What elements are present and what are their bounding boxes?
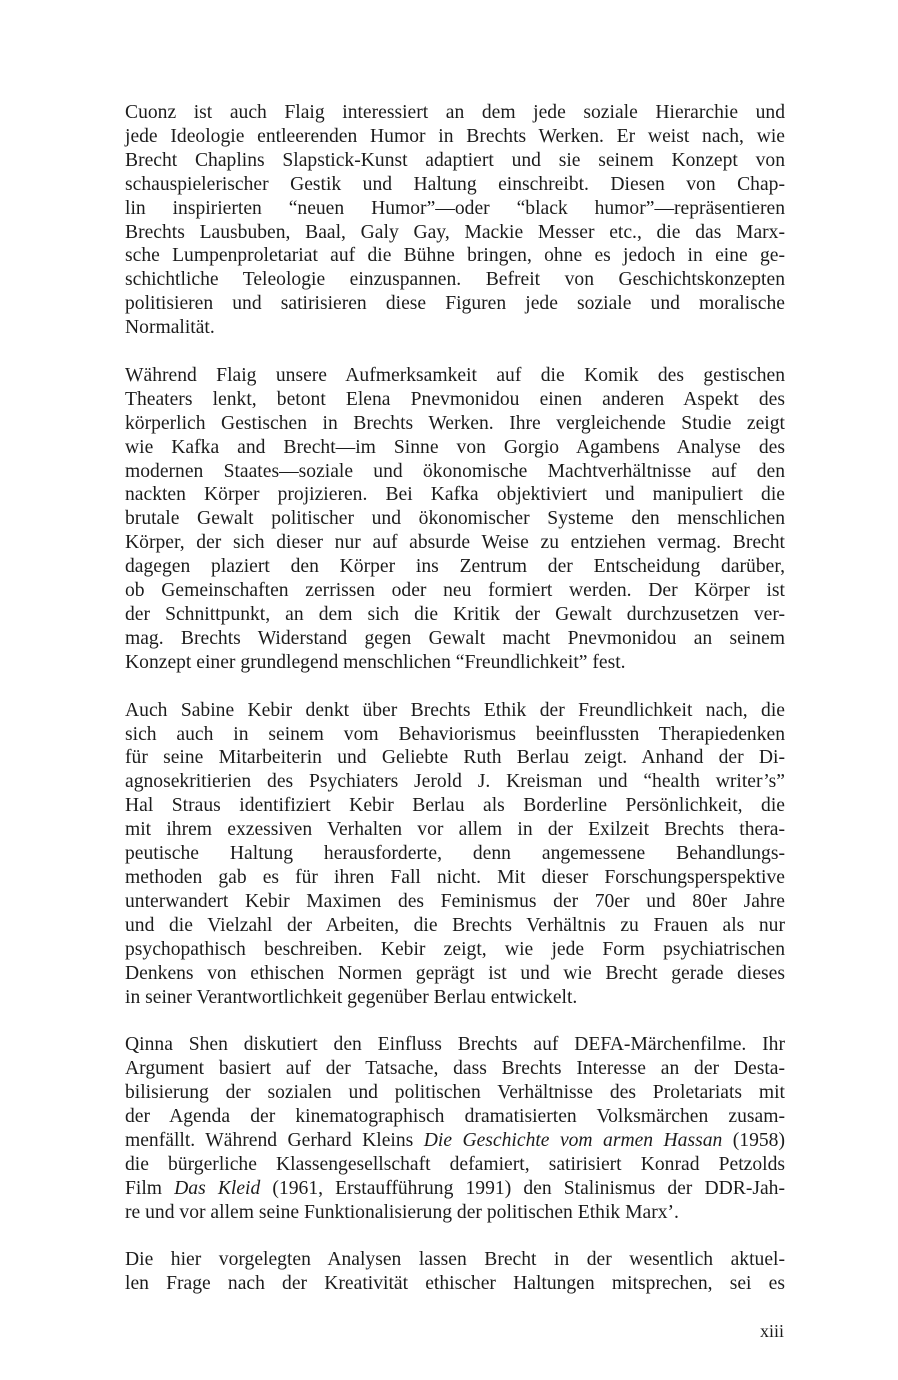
paragraph-1 xyxy=(125,101,785,340)
film-title-hassan: Die Geschichte vom armen Hassan xyxy=(423,1129,723,1151)
text-line: mit ihrem exzessiven Verhalten vor allem in der Exilzeit Brechts thera- xyxy=(125,819,785,841)
body-text xyxy=(125,101,785,1296)
text-run: menfällt. Während Gerhard Kleins xyxy=(125,1129,424,1151)
text-line: Hal Straus identifiziert Kebir Berlau als Borderline Persönlichkeit, die xyxy=(125,795,785,817)
text-line: ob Gemeinschaften zerrissen oder neu formiert werden. Der Körper ist xyxy=(125,580,785,602)
text-line: jede Ideologie entleerenden Humor in Brechts Werken. Er weist nach, wie xyxy=(125,125,785,147)
text-line: peutische Haltung herausforderte, denn angemessene Behandlungs- xyxy=(125,843,785,865)
text-line: Denkens von ethischen Normen geprägt ist und wie Brecht gerade dieses xyxy=(125,962,785,984)
text-line: len Frage nach der Kreativität ethischer Haltungen mitsprechen, sei es xyxy=(125,1273,785,1295)
page-number: xiii xyxy=(759,1321,784,1341)
text-line: sche Lumpenproletariat auf die Bühne bringen, ohne es jedoch in eine ge- xyxy=(125,245,785,267)
text-line: mag. Brechts Widerstand gegen Gewalt macht Pnevmonidou an seinem xyxy=(125,627,785,649)
text-line: Brechts Lausbuben, Baal, Galy Gay, Mackie Messer etc., die das Marx- xyxy=(125,221,785,243)
text-line xyxy=(125,1129,785,1153)
text-line: brutale Gewalt politischer und ökonomischer Systeme den menschlichen xyxy=(125,508,785,530)
text-line: lin inspirierten “neuen Humor”—oder “black humor”—repräsentieren xyxy=(125,197,785,219)
film-title-das-kleid: Das Kleid xyxy=(174,1177,261,1199)
text-line: Körper, der sich dieser nur auf absurde Weise zu entziehen vermag. Brecht xyxy=(125,532,785,554)
text-line: in seiner Verantwortlichkeit gegenüber Berlau entwickelt. xyxy=(125,986,578,1008)
paragraph-5 xyxy=(125,1248,785,1296)
text-line: agnosekritierien des Psychiaters Jerold J. Kreisman und “health writer’s” xyxy=(125,771,785,793)
text-line: und die Vielzahl der Arbeiten, die Brechts Verhältnis zu Frauen als nur xyxy=(125,914,785,936)
text-line: Qinna Shen diskutiert den Einfluss Brechts auf DEFA-Märchenfilme. Ihr xyxy=(125,1034,785,1056)
text-line: modernen Staates—soziale und ökonomische Machtverhältnisse auf den xyxy=(125,460,785,482)
text-line: psychopathisch beschreiben. Kebir zeigt, wie jede Form psychiatrischen xyxy=(125,938,785,960)
text-run: (1961, Erstaufführung 1991) den Stalinismus der DDR-Jah- xyxy=(260,1177,785,1199)
text-line: politisieren und satirisieren diese Figuren jede soziale und moralische xyxy=(125,293,785,315)
text-line: Theaters lenkt, betont Elena Pnevmonidou einen anderen Aspekt des xyxy=(125,388,785,410)
text-line: Brecht Chaplins Slapstick-Kunst adaptiert und sie seinem Konzept von xyxy=(125,149,785,171)
text-line: Normalität. xyxy=(125,317,215,339)
text-line: der Agenda der kinematographisch dramatisierten Volksmärchen zusam- xyxy=(125,1106,785,1128)
text-line: Konzept einer grundlegend menschlichen “Freundlichkeit” fest. xyxy=(125,651,626,673)
text-line: methoden gab es für ihren Fall nicht. Mit dieser Forschungsperspektive xyxy=(125,866,785,888)
text-run: Film xyxy=(125,1177,175,1199)
text-line: sich auch in seinem vom Behaviorismus beeinflussten Therapiedenken xyxy=(125,723,785,745)
text-line: die bürgerliche Klassengesellschaft defamiert, satirisiert Konrad Petzolds xyxy=(125,1153,785,1175)
text-line: der Schnittpunkt, an dem sich die Kritik der Gewalt durchzusetzen ver- xyxy=(125,604,785,626)
text-line: Argument basiert auf der Tatsache, dass Brechts Interesse an der Desta- xyxy=(125,1058,785,1080)
paragraph-4 xyxy=(125,1033,785,1224)
paragraph-2 xyxy=(125,364,785,675)
text-line: Auch Sabine Kebir denkt über Brechts Ethik der Freundlichkeit nach, die xyxy=(125,699,785,721)
text-line: bilisierung der sozialen und politischen Verhältnisse des Proletariats mit xyxy=(125,1082,785,1104)
text-line: Die hier vorgelegten Analysen lassen Brecht in der wesentlich aktuel- xyxy=(125,1249,785,1271)
text-line: körperlich Gestischen in Brechts Werken. Ihre vergleichende Studie zeigt xyxy=(125,412,785,434)
text-line: schichtliche Teleologie einzuspannen. Befreit von Geschichtskonzepten xyxy=(125,269,785,291)
text-line: nackten Körper projizieren. Bei Kafka objektiviert und manipuliert die xyxy=(125,484,785,506)
text-line: Cuonz ist auch Flaig interessiert an dem jede soziale Hierarchie und xyxy=(125,102,785,123)
text-line: re und vor allem seine Funktionalisierung der politischen Ethik Marx’. xyxy=(125,1201,679,1223)
text-line: dagegen plaziert den Körper ins Zentrum der Entscheidung darüber, xyxy=(125,556,785,578)
text-line: unterwandert Kebir Maximen des Feminismus der 70er und 80er Jahre xyxy=(125,890,785,912)
text-line: für seine Mitarbeiterin und Geliebte Ruth Berlau zeigt. Anhand der Di- xyxy=(125,747,785,769)
paragraph-3 xyxy=(125,699,785,1010)
text-line xyxy=(125,1177,785,1201)
text-line: Während Flaig unsere Aufmerksamkeit auf die Komik des gestischen xyxy=(125,364,785,386)
text-line: wie Kafka and Brecht—im Sinne von Gorgio Agambens Analyse des xyxy=(125,436,785,458)
text-line: schauspielerischer Gestik und Haltung einschreibt. Diesen von Chap- xyxy=(125,173,785,195)
text-run: (1958) xyxy=(722,1129,786,1151)
